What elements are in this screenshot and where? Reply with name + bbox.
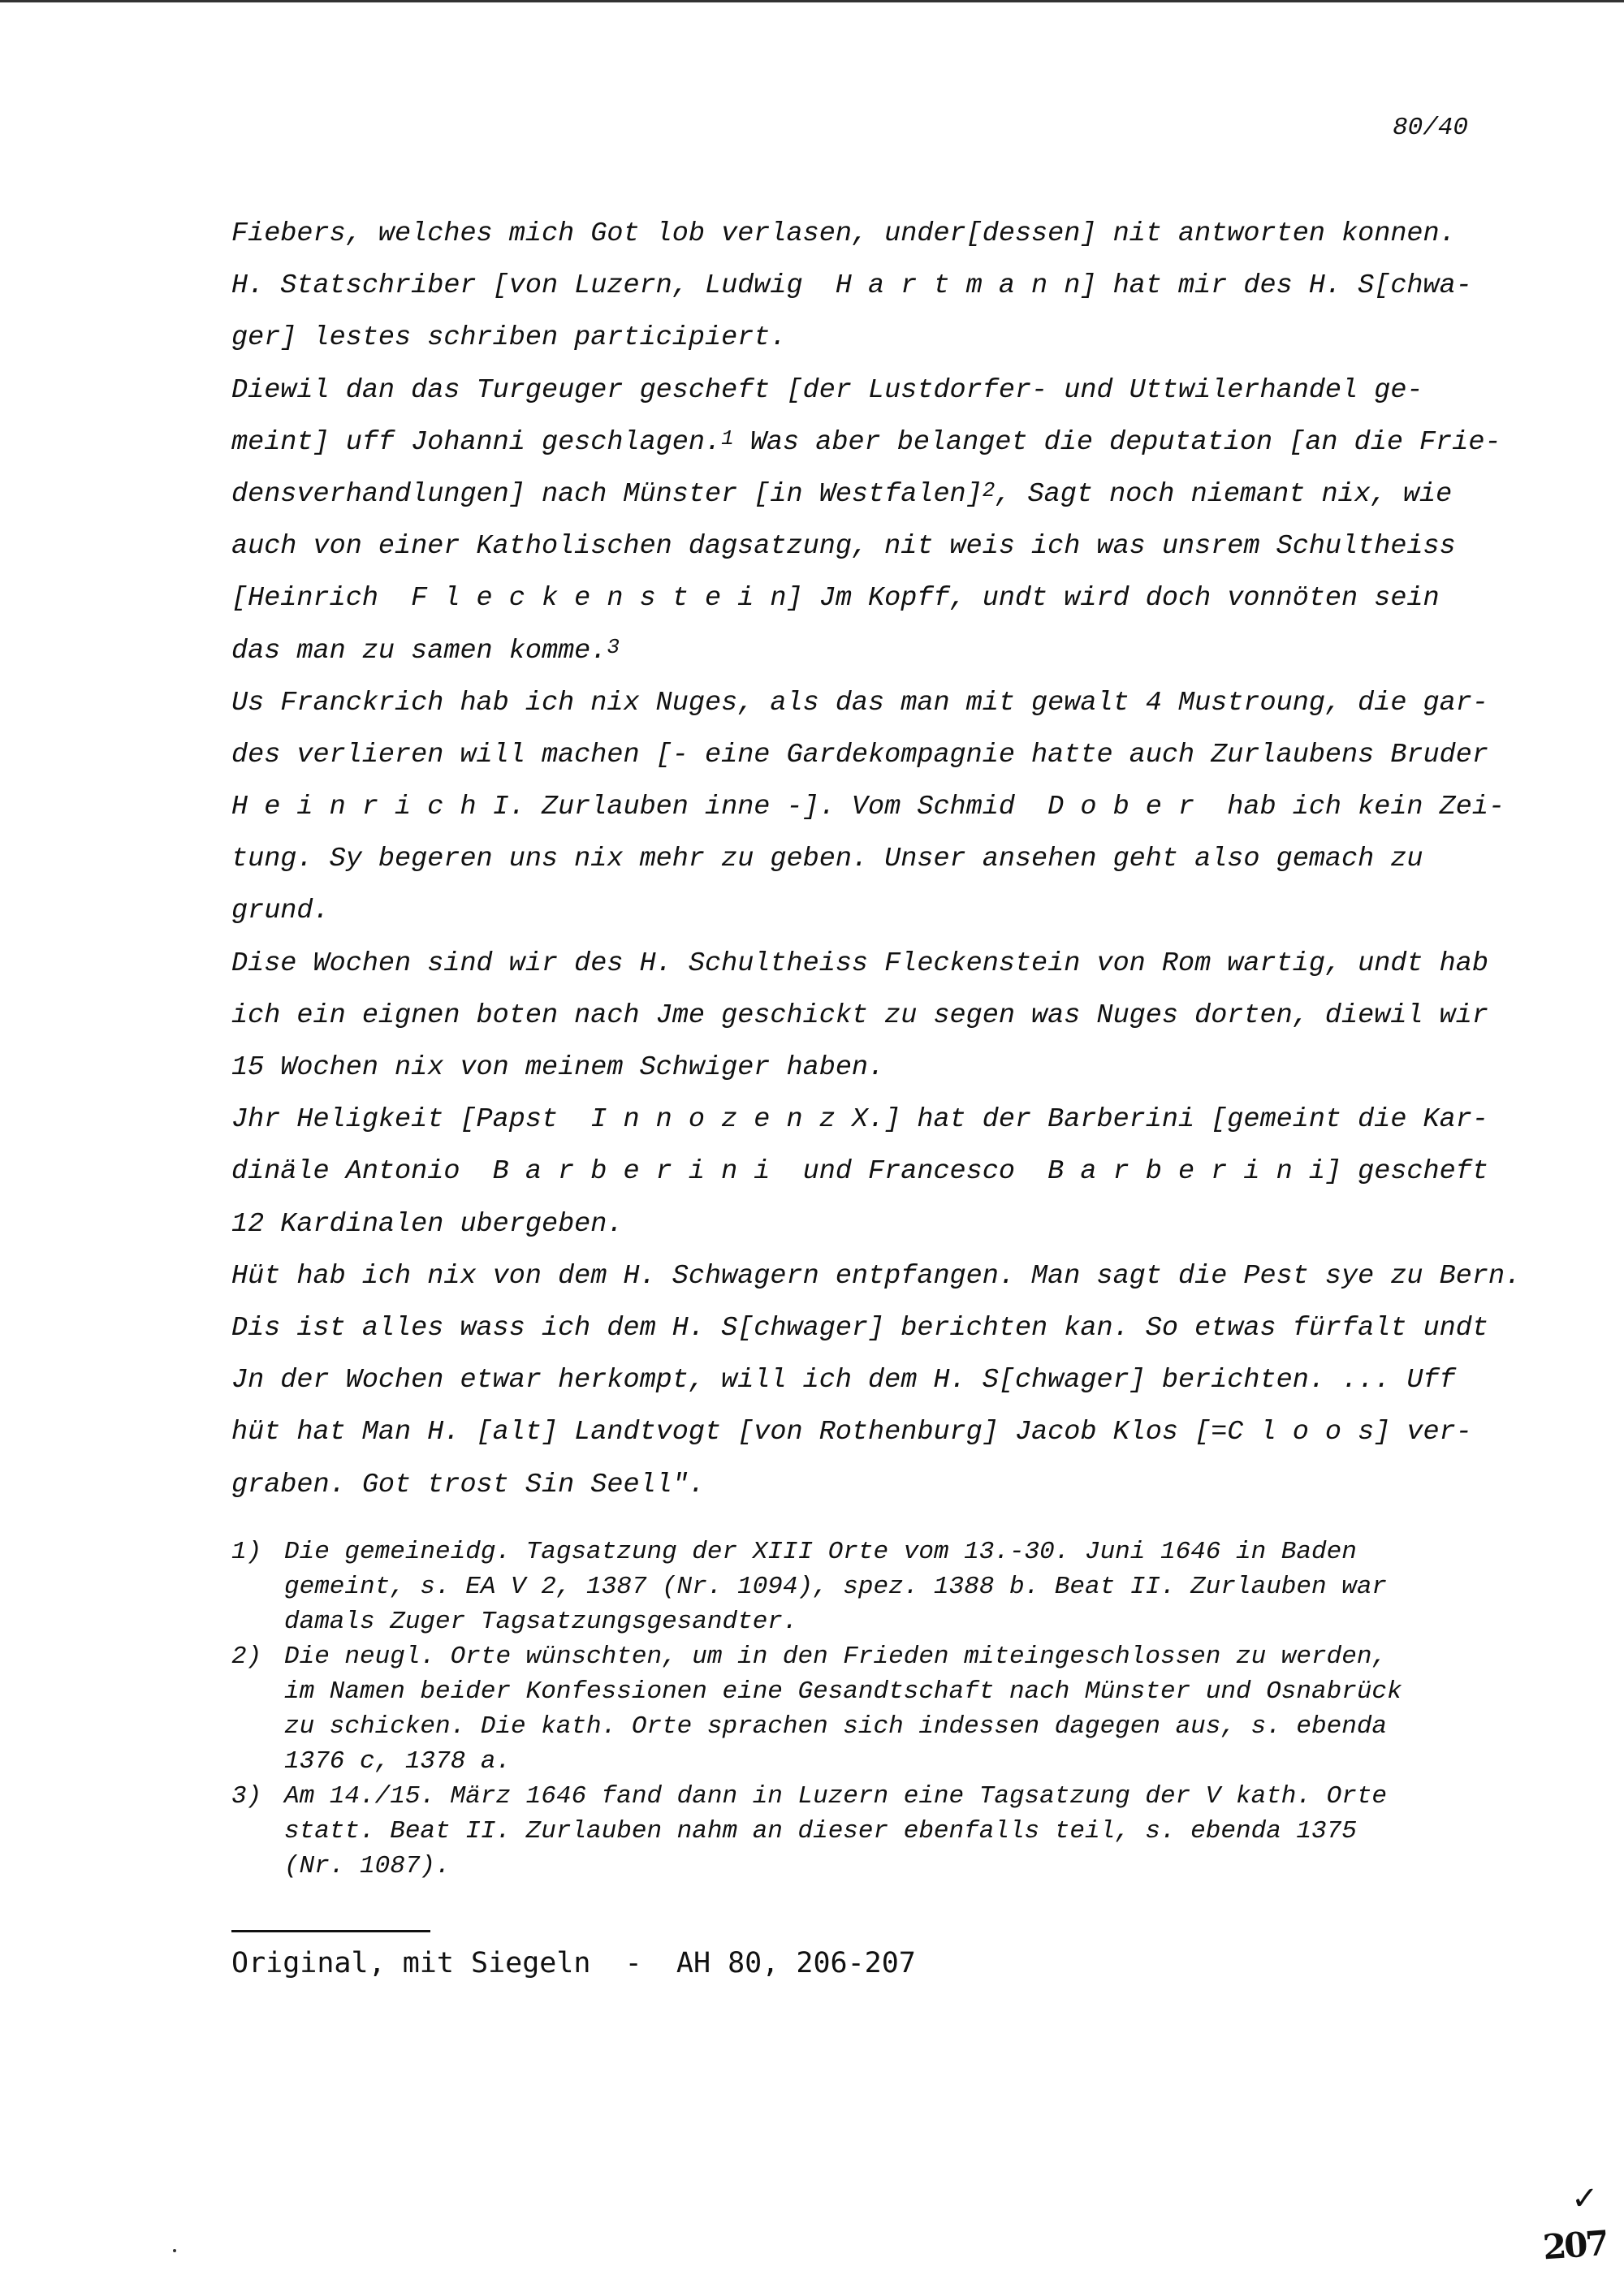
footnote-line: im Namen beider Konfessionen eine Gesandtschaft nach Münster und Osnabrück bbox=[284, 1677, 1402, 1706]
page-number: 80/40 bbox=[1393, 114, 1469, 142]
body-line bbox=[231, 1406, 1531, 1458]
body-line-text: das man zu samen komme. bbox=[231, 635, 607, 667]
body-line bbox=[231, 1094, 1531, 1146]
body-line bbox=[231, 1146, 1531, 1198]
body-line-text: 12 Kardinalen ubergeben. bbox=[231, 1208, 624, 1240]
footnote-item bbox=[231, 1779, 1547, 1884]
body-line bbox=[231, 1250, 1531, 1302]
body-line-text: graben. Got trost Sin Seell". bbox=[231, 1469, 705, 1500]
body-line-text: , Sagt noch niemant nix, wie bbox=[995, 478, 1453, 510]
footnote-line: gemeint, s. EA V 2, 1387 (Nr. 1094), spez. 1388 b. Beat II. Zurlauben war bbox=[284, 1573, 1388, 1601]
body-line bbox=[231, 468, 1531, 520]
body-line bbox=[231, 781, 1531, 833]
body-line bbox=[231, 885, 1531, 937]
footnote-line: zu schicken. Die kath. Orte sprachen sich indessen dagegen aus, s. ebenda bbox=[284, 1712, 1388, 1741]
body-line-text: auch von einer Katholischen dagsatzung, nit weis ich was unsrem Schultheiss bbox=[231, 531, 1456, 563]
footnote-number: 2) bbox=[231, 1643, 262, 1671]
body-line-text: H. Statschriber [von Luzern, Ludwig H a r t m a n n] hat mir des H. S[chwa- bbox=[231, 270, 1472, 302]
footnote-number: 3) bbox=[231, 1782, 262, 1811]
body-line-text: ger] lestes schriben participiert. bbox=[231, 322, 787, 354]
body-line bbox=[231, 938, 1531, 990]
footnote-line: (Nr. 1087). bbox=[284, 1852, 451, 1880]
footnote-ref: 2 bbox=[982, 477, 996, 503]
body-line-text: H e i n r i c h I. Zurlauben inne -]. Vom Schmid D o b e r hab ich kein Zei- bbox=[231, 792, 1505, 823]
stray-dot bbox=[173, 2249, 176, 2252]
body-line bbox=[231, 1354, 1531, 1406]
footnote-line: statt. Beat II. Zurlauben nahm an dieser ebenfalls teil, s. ebenda 1375 bbox=[284, 1817, 1357, 1845]
body-line-text: des verlieren will machen [- eine Gardekompagnie hatte auch Zurlaubens Bruder bbox=[231, 739, 1488, 771]
body-line bbox=[231, 677, 1531, 729]
footnote-line: Die neugl. Orte wünschten, um in den Frieden miteingeschlossen zu werden, bbox=[284, 1643, 1388, 1671]
body-line bbox=[231, 1042, 1531, 1094]
body-line bbox=[231, 417, 1531, 468]
checkmark-icon: ✓ bbox=[1571, 2180, 1599, 2217]
body-line bbox=[231, 1459, 1531, 1511]
footnotes bbox=[231, 1535, 1547, 1884]
letter-body-text bbox=[231, 208, 1531, 1511]
body-line bbox=[231, 260, 1531, 312]
footer-rule bbox=[231, 1930, 430, 1932]
body-line-text: Us Franckrich hab ich nix Nuges, als das man mit gewalt 4 Mustroung, die gar- bbox=[231, 687, 1488, 719]
footnote-line: Die gemeineidg. Tagsatzung der XIII Orte vom 13.-30. Juni 1646 in Baden bbox=[284, 1538, 1357, 1566]
body-line-text: Diewil dan das Turgeuger gescheft [der Lustdorfer- und Uttwilerhandel ge- bbox=[231, 374, 1423, 406]
body-line-text: Jhr Heligkeit [Papst I n n o z e n z X.] hat der Barberini [gemeint die Kar- bbox=[231, 1104, 1488, 1136]
footnote-item bbox=[231, 1639, 1547, 1779]
body-line bbox=[231, 990, 1531, 1042]
footnote-item bbox=[231, 1535, 1547, 1639]
body-line-text: densverhandlungen] nach Münster [in Westfalen] bbox=[231, 478, 983, 510]
body-line-text: meint] uff Johanni geschlagen. bbox=[231, 426, 722, 458]
footnote-ref: 1 bbox=[721, 425, 734, 451]
body-line bbox=[231, 520, 1531, 572]
body-line-text: Was aber belanget die deputation [an die Frie- bbox=[733, 426, 1501, 458]
footnote-number: 1) bbox=[231, 1538, 262, 1566]
top-edge-line bbox=[0, 0, 1624, 2]
source-note: Original, mit Siegeln - AH 80, 206-207 bbox=[231, 1947, 916, 1979]
footnote-line: damals Zuger Tagsatzungsgesandter. bbox=[284, 1608, 798, 1636]
footnote-line: 1376 c, 1378 a. bbox=[284, 1747, 512, 1776]
body-line bbox=[231, 208, 1531, 260]
body-line-text: Jn der Wochen etwar herkompt, will ich dem H. S[chwager] berichten. ... Uff bbox=[231, 1365, 1456, 1397]
body-line bbox=[231, 833, 1531, 885]
body-line-text: Fiebers, welches mich Got lob verlasen, under[dessen] nit antworten konnen. bbox=[231, 218, 1456, 249]
body-line-text: grund. bbox=[231, 896, 330, 927]
body-line bbox=[231, 729, 1531, 781]
body-line-text: tung. Sy begeren uns nix mehr zu geben. Unser ansehen geht also gemach zu bbox=[231, 844, 1423, 875]
footnote-line: Am 14./15. März 1646 fand dann in Luzern eine Tagsatzung der V kath. Orte bbox=[284, 1782, 1388, 1811]
body-line-text: [Heinrich F l e c k e n s t e i n] Jm Kopff, undt wird doch vonnöten sein bbox=[231, 583, 1440, 615]
body-line-text: 15 Wochen nix von meinem Schwiger haben. bbox=[231, 1052, 885, 1083]
body-line bbox=[231, 365, 1531, 417]
body-line-text: Dise Wochen sind wir des H. Schultheiss Fleckenstein von Rom wartig, undt hab bbox=[231, 948, 1488, 979]
body-line-text: dinäle Antonio B a r b e r i n i und Francesco B a r b e r i n i] gescheft bbox=[231, 1156, 1488, 1188]
footnote-ref: 3 bbox=[607, 634, 620, 659]
body-line-text: Dis ist alles wass ich dem H. S[chwager] berichten kan. So etwas fürfalt undt bbox=[231, 1312, 1488, 1344]
archive-number: 207 bbox=[1541, 2223, 1609, 2268]
body-line-text: ich ein eignen boten nach Jme geschickt zu segen was Nuges dorten, diewil wir bbox=[231, 999, 1488, 1031]
body-line bbox=[231, 625, 1531, 677]
body-line-text: hüt hat Man H. [alt] Landtvogt [von Rothenburg] Jacob Klos [=C l o o s] ver- bbox=[231, 1417, 1472, 1448]
body-line-text: Hüt hab ich nix von dem H. Schwagern entpfangen. Man sagt die Pest sye zu Bern. bbox=[231, 1260, 1522, 1292]
body-line bbox=[231, 1198, 1531, 1250]
body-line bbox=[231, 312, 1531, 364]
body-line bbox=[231, 572, 1531, 624]
body-line bbox=[231, 1302, 1531, 1354]
